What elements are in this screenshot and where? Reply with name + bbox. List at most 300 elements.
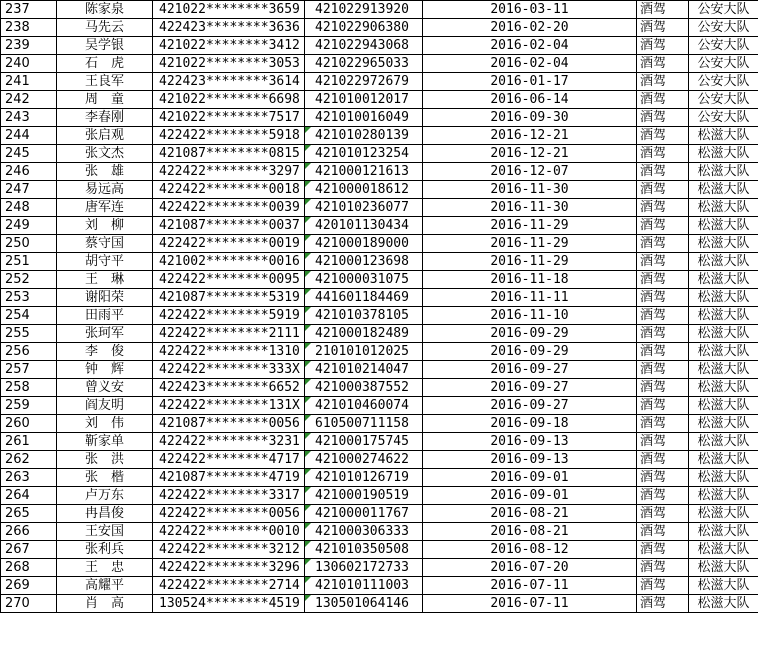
error-indicator-icon [305, 307, 311, 313]
unit-name-cell[interactable]: 公安大队 [689, 91, 758, 109]
table-row [1, 1, 758, 19]
license-number-cell[interactable]: 421010280139 [305, 127, 423, 145]
person-name-cell[interactable]: 陈家泉 [57, 1, 153, 19]
person-name-cell[interactable]: 王良军 [57, 73, 153, 91]
unit-name-cell[interactable]: 松滋大队 [689, 595, 758, 613]
table-row [1, 343, 758, 361]
license-number-cell[interactable]: 421000031075 [305, 271, 423, 289]
unit-name-cell[interactable]: 松滋大队 [689, 523, 758, 541]
table-row [1, 181, 758, 199]
row-number-cell[interactable]: 243 [1, 109, 57, 127]
id-number-cell[interactable]: 422422********3212 [153, 541, 305, 559]
id-number-cell[interactable]: 421087********0815 [153, 145, 305, 163]
person-name-cell[interactable]: 唐军连 [57, 199, 153, 217]
person-name-cell[interactable]: 卢万东 [57, 487, 153, 505]
license-number-cell[interactable]: 421000182489 [305, 325, 423, 343]
license-number-cell[interactable]: 421000018612 [305, 181, 423, 199]
license-number-cell[interactable]: 421000274622 [305, 451, 423, 469]
license-number-cell[interactable]: 421010126719 [305, 469, 423, 487]
violation-type-cell[interactable]: 酒驾 [637, 469, 689, 487]
violation-date-cell[interactable]: 2016-09-29 [423, 343, 637, 361]
unit-name-cell[interactable]: 松滋大队 [689, 415, 758, 433]
license-number-cell[interactable]: 421010236077 [305, 199, 423, 217]
row-number-cell[interactable]: 245 [1, 145, 57, 163]
row-number-cell[interactable]: 267 [1, 541, 57, 559]
unit-name-cell[interactable]: 松滋大队 [689, 577, 758, 595]
id-number-cell[interactable]: 421022********7517 [153, 109, 305, 127]
unit-name-cell[interactable]: 松滋大队 [689, 163, 758, 181]
violation-type-cell[interactable]: 酒驾 [637, 361, 689, 379]
person-name-cell[interactable]: 张 楷 [57, 469, 153, 487]
id-number-cell[interactable]: 421087********4719 [153, 469, 305, 487]
violation-date-cell[interactable]: 2016-11-30 [423, 181, 637, 199]
person-name-cell[interactable]: 高耀平 [57, 577, 153, 595]
violation-date-cell[interactable]: 2016-11-30 [423, 199, 637, 217]
license-number-cell[interactable]: 421010214047 [305, 361, 423, 379]
violation-type-cell[interactable]: 酒驾 [637, 127, 689, 145]
license-number-cell[interactable]: 210101012025 [305, 343, 423, 361]
violation-type-cell[interactable]: 酒驾 [637, 325, 689, 343]
person-name-cell[interactable]: 张 雄 [57, 163, 153, 181]
row-number-cell[interactable]: 238 [1, 19, 57, 37]
table-row [1, 451, 758, 469]
violation-date-cell[interactable]: 2016-12-21 [423, 145, 637, 163]
error-indicator-icon [305, 217, 311, 223]
row-number-cell[interactable]: 240 [1, 55, 57, 73]
row-number-cell[interactable]: 261 [1, 433, 57, 451]
row-number-cell[interactable]: 247 [1, 181, 57, 199]
row-number-cell[interactable]: 241 [1, 73, 57, 91]
table-row [1, 505, 758, 523]
row-number-cell[interactable]: 248 [1, 199, 57, 217]
id-number-cell[interactable]: 130524********4519 [153, 595, 305, 613]
error-indicator-icon [305, 181, 311, 187]
row-number-cell[interactable]: 258 [1, 379, 57, 397]
person-name-cell[interactable]: 钟 辉 [57, 361, 153, 379]
person-name-cell[interactable]: 刘 伟 [57, 415, 153, 433]
id-number-cell[interactable]: 422422********2714 [153, 577, 305, 595]
error-indicator-icon [305, 127, 311, 133]
unit-name-cell[interactable]: 公安大队 [689, 109, 758, 127]
violation-type-cell[interactable]: 酒驾 [637, 505, 689, 523]
id-number-cell[interactable]: 421087********0037 [153, 217, 305, 235]
violation-date-cell[interactable]: 2016-08-12 [423, 541, 637, 559]
id-number-cell[interactable]: 422422********3317 [153, 487, 305, 505]
id-number-cell[interactable]: 422422********0010 [153, 523, 305, 541]
violation-date-cell[interactable]: 2016-02-20 [423, 19, 637, 37]
person-name-cell[interactable]: 谢阳荣 [57, 289, 153, 307]
violation-date-cell[interactable]: 2016-11-18 [423, 271, 637, 289]
error-indicator-icon [305, 271, 311, 277]
violation-type-cell[interactable]: 酒驾 [637, 145, 689, 163]
table-row [1, 469, 758, 487]
row-number-cell[interactable]: 252 [1, 271, 57, 289]
row-number-cell[interactable]: 256 [1, 343, 57, 361]
violation-type-cell[interactable]: 酒驾 [637, 91, 689, 109]
unit-name-cell[interactable]: 松滋大队 [689, 145, 758, 163]
error-indicator-icon [305, 541, 311, 547]
id-number-cell[interactable]: 421087********5319 [153, 289, 305, 307]
person-name-cell[interactable]: 王 琳 [57, 271, 153, 289]
license-number-cell[interactable]: 421000123698 [305, 253, 423, 271]
license-number-cell[interactable]: 421000121613 [305, 163, 423, 181]
violation-type-cell[interactable]: 酒驾 [637, 307, 689, 325]
violation-date-cell[interactable]: 2016-03-11 [423, 1, 637, 19]
violation-type-cell[interactable]: 酒驾 [637, 19, 689, 37]
violation-date-cell[interactable]: 2016-09-13 [423, 451, 637, 469]
violation-type-cell[interactable]: 酒驾 [637, 37, 689, 55]
id-number-cell[interactable]: 421087********0056 [153, 415, 305, 433]
violation-date-cell[interactable]: 2016-09-30 [423, 109, 637, 127]
license-number-cell[interactable]: 130602172733 [305, 559, 423, 577]
unit-name-cell[interactable]: 松滋大队 [689, 127, 758, 145]
unit-name-cell[interactable]: 松滋大队 [689, 289, 758, 307]
row-number-cell[interactable]: 264 [1, 487, 57, 505]
violation-type-cell[interactable]: 酒驾 [637, 217, 689, 235]
id-number-cell[interactable]: 422422********0019 [153, 235, 305, 253]
id-number-cell[interactable]: 421022********3053 [153, 55, 305, 73]
license-number-cell[interactable]: 421000306333 [305, 523, 423, 541]
violation-type-cell[interactable]: 酒驾 [637, 577, 689, 595]
id-number-cell[interactable]: 422422********3296 [153, 559, 305, 577]
license-number-cell[interactable]: 130501064146 [305, 595, 423, 613]
violation-type-cell[interactable]: 酒驾 [637, 379, 689, 397]
person-name-cell[interactable]: 蔡守国 [57, 235, 153, 253]
license-number-cell[interactable]: 421022965033 [305, 55, 423, 73]
unit-name-cell[interactable]: 松滋大队 [689, 325, 758, 343]
license-number-cell[interactable]: 421022913920 [305, 1, 423, 19]
violation-date-cell[interactable]: 2016-09-27 [423, 361, 637, 379]
unit-name-cell[interactable]: 松滋大队 [689, 253, 758, 271]
person-name-cell[interactable]: 胡守平 [57, 253, 153, 271]
id-number-cell[interactable]: 421022********3412 [153, 37, 305, 55]
row-number-cell[interactable]: 253 [1, 289, 57, 307]
person-name-cell[interactable]: 李春刚 [57, 109, 153, 127]
table-row [1, 253, 758, 271]
license-number-cell[interactable]: 421000011767 [305, 505, 423, 523]
id-number-cell[interactable]: 422422********3231 [153, 433, 305, 451]
error-indicator-icon [305, 379, 311, 385]
license-number-cell[interactable]: 421022906380 [305, 19, 423, 37]
id-number-cell[interactable]: 422423********3636 [153, 19, 305, 37]
error-indicator-icon [305, 487, 311, 493]
row-number-cell[interactable]: 254 [1, 307, 57, 325]
row-number-cell[interactable]: 259 [1, 397, 57, 415]
row-number-cell[interactable]: 255 [1, 325, 57, 343]
error-indicator-icon [305, 235, 311, 241]
violation-date-cell[interactable]: 2016-11-29 [423, 235, 637, 253]
error-indicator-icon [305, 559, 311, 565]
row-number-cell[interactable]: 265 [1, 505, 57, 523]
violation-date-cell[interactable]: 2016-07-11 [423, 595, 637, 613]
license-number-cell[interactable]: 421010123254 [305, 145, 423, 163]
unit-name-cell[interactable]: 公安大队 [689, 19, 758, 37]
error-indicator-icon [305, 523, 311, 529]
violation-date-cell[interactable]: 2016-09-27 [423, 379, 637, 397]
table-row [1, 145, 758, 163]
violation-date-cell[interactable]: 2016-07-20 [423, 559, 637, 577]
row-number-cell[interactable]: 268 [1, 559, 57, 577]
unit-name-cell[interactable]: 松滋大队 [689, 451, 758, 469]
id-number-cell[interactable]: 422422********1310 [153, 343, 305, 361]
violation-type-cell[interactable]: 酒驾 [637, 397, 689, 415]
table-row [1, 19, 758, 37]
license-number-cell[interactable]: 421010378105 [305, 307, 423, 325]
table-row [1, 37, 758, 55]
violation-type-cell[interactable]: 酒驾 [637, 487, 689, 505]
error-indicator-icon [305, 415, 311, 421]
error-indicator-icon [305, 289, 311, 295]
violation-date-cell[interactable]: 2016-12-07 [423, 163, 637, 181]
person-name-cell[interactable]: 吴学银 [57, 37, 153, 55]
person-name-cell[interactable]: 曾义安 [57, 379, 153, 397]
row-number-cell[interactable]: 251 [1, 253, 57, 271]
table-row [1, 91, 758, 109]
unit-name-cell[interactable]: 松滋大队 [689, 379, 758, 397]
table-row [1, 325, 758, 343]
violation-type-cell[interactable]: 酒驾 [637, 163, 689, 181]
row-number-cell[interactable]: 257 [1, 361, 57, 379]
table-row [1, 307, 758, 325]
license-number-cell[interactable]: 421022943068 [305, 37, 423, 55]
id-number-cell[interactable]: 422422********4717 [153, 451, 305, 469]
row-number-cell[interactable]: 269 [1, 577, 57, 595]
person-name-cell[interactable]: 王安国 [57, 523, 153, 541]
row-number-cell[interactable]: 266 [1, 523, 57, 541]
violation-date-cell[interactable]: 2016-01-17 [423, 73, 637, 91]
id-number-cell[interactable]: 421022********6698 [153, 91, 305, 109]
license-number-cell[interactable]: 421010350508 [305, 541, 423, 559]
license-number-cell[interactable]: 421010016049 [305, 109, 423, 127]
license-number-cell[interactable]: 610500711158 [305, 415, 423, 433]
table-row [1, 289, 758, 307]
violation-date-cell[interactable]: 2016-11-10 [423, 307, 637, 325]
error-indicator-icon [305, 451, 311, 457]
table-row [1, 55, 758, 73]
violation-type-cell[interactable]: 酒驾 [637, 235, 689, 253]
violation-type-cell[interactable]: 酒驾 [637, 73, 689, 91]
license-number-cell[interactable]: 441601184469 [305, 289, 423, 307]
row-number-cell[interactable]: 244 [1, 127, 57, 145]
person-name-cell[interactable]: 冉昌俊 [57, 505, 153, 523]
person-name-cell[interactable]: 刘 柳 [57, 217, 153, 235]
table-row [1, 559, 758, 577]
violation-type-cell[interactable]: 酒驾 [637, 55, 689, 73]
violation-date-cell[interactable]: 2016-11-29 [423, 217, 637, 235]
table-row [1, 361, 758, 379]
error-indicator-icon [305, 325, 311, 331]
violation-type-cell[interactable]: 酒驾 [637, 595, 689, 613]
violation-date-cell[interactable]: 2016-08-21 [423, 505, 637, 523]
license-number-cell[interactable]: 421022972679 [305, 73, 423, 91]
violation-type-cell[interactable]: 酒驾 [637, 415, 689, 433]
person-name-cell[interactable]: 石 虎 [57, 55, 153, 73]
table-row [1, 109, 758, 127]
license-number-cell[interactable]: 421010460074 [305, 397, 423, 415]
row-number-cell[interactable]: 249 [1, 217, 57, 235]
table-row [1, 433, 758, 451]
row-number-cell[interactable]: 262 [1, 451, 57, 469]
id-number-cell[interactable]: 422422********0095 [153, 271, 305, 289]
records-table-body [1, 1, 758, 613]
license-number-cell[interactable]: 421010012017 [305, 91, 423, 109]
id-number-cell[interactable]: 422422********0039 [153, 199, 305, 217]
error-indicator-icon [305, 163, 311, 169]
unit-name-cell[interactable]: 松滋大队 [689, 199, 758, 217]
error-indicator-icon [305, 253, 311, 259]
id-number-cell[interactable]: 422423********6652 [153, 379, 305, 397]
person-name-cell[interactable]: 张启观 [57, 127, 153, 145]
person-name-cell[interactable]: 张文杰 [57, 145, 153, 163]
person-name-cell[interactable]: 张利兵 [57, 541, 153, 559]
violation-date-cell[interactable]: 2016-12-21 [423, 127, 637, 145]
table-row [1, 163, 758, 181]
error-indicator-icon [305, 433, 311, 439]
table-row [1, 127, 758, 145]
violation-date-cell[interactable]: 2016-07-11 [423, 577, 637, 595]
row-number-cell[interactable]: 237 [1, 1, 57, 19]
id-number-cell[interactable]: 422423********3614 [153, 73, 305, 91]
table-row [1, 487, 758, 505]
license-number-cell[interactable]: 420101130434 [305, 217, 423, 235]
table-row [1, 415, 758, 433]
error-indicator-icon [305, 361, 311, 367]
id-number-cell[interactable]: 422422********0056 [153, 505, 305, 523]
unit-name-cell[interactable]: 松滋大队 [689, 307, 758, 325]
row-number-cell[interactable]: 260 [1, 415, 57, 433]
table-row [1, 523, 758, 541]
unit-name-cell[interactable]: 公安大队 [689, 73, 758, 91]
person-name-cell[interactable]: 王 忠 [57, 559, 153, 577]
violation-type-cell[interactable]: 酒驾 [637, 541, 689, 559]
license-number-cell[interactable]: 421000189000 [305, 235, 423, 253]
violation-date-cell[interactable]: 2016-09-27 [423, 397, 637, 415]
person-name-cell[interactable]: 田雨平 [57, 307, 153, 325]
person-name-cell[interactable]: 张 洪 [57, 451, 153, 469]
error-indicator-icon [305, 469, 311, 475]
violation-type-cell[interactable]: 酒驾 [637, 271, 689, 289]
violation-type-cell[interactable]: 酒驾 [637, 181, 689, 199]
violation-date-cell[interactable]: 2016-02-04 [423, 55, 637, 73]
person-name-cell[interactable]: 周 童 [57, 91, 153, 109]
unit-name-cell[interactable]: 松滋大队 [689, 469, 758, 487]
unit-name-cell[interactable]: 松滋大队 [689, 541, 758, 559]
row-number-cell[interactable]: 246 [1, 163, 57, 181]
violation-date-cell[interactable]: 2016-09-13 [423, 433, 637, 451]
person-name-cell[interactable]: 马先云 [57, 19, 153, 37]
error-indicator-icon [305, 505, 311, 511]
violation-type-cell[interactable]: 酒驾 [637, 433, 689, 451]
unit-name-cell[interactable]: 公安大队 [689, 55, 758, 73]
id-number-cell[interactable]: 422422********5919 [153, 307, 305, 325]
unit-name-cell[interactable]: 松滋大队 [689, 505, 758, 523]
license-number-cell[interactable]: 421000175745 [305, 433, 423, 451]
row-number-cell[interactable]: 263 [1, 469, 57, 487]
id-number-cell[interactable]: 422422********131X [153, 397, 305, 415]
violation-type-cell[interactable]: 酒驾 [637, 199, 689, 217]
person-name-cell[interactable]: 易远高 [57, 181, 153, 199]
id-number-cell[interactable]: 422422********0018 [153, 181, 305, 199]
unit-name-cell[interactable]: 松滋大队 [689, 487, 758, 505]
unit-name-cell[interactable]: 公安大队 [689, 37, 758, 55]
table-row [1, 73, 758, 91]
id-number-cell[interactable]: 422422********333X [153, 361, 305, 379]
violation-type-cell[interactable]: 酒驾 [637, 559, 689, 577]
person-name-cell[interactable]: 肖 高 [57, 595, 153, 613]
table-row [1, 595, 758, 613]
error-indicator-icon [305, 397, 311, 403]
unit-name-cell[interactable]: 松滋大队 [689, 559, 758, 577]
id-number-cell[interactable]: 422422********5918 [153, 127, 305, 145]
table-row [1, 235, 758, 253]
violation-date-cell[interactable]: 2016-09-01 [423, 469, 637, 487]
unit-name-cell[interactable]: 松滋大队 [689, 217, 758, 235]
table-row [1, 217, 758, 235]
row-number-cell[interactable]: 242 [1, 91, 57, 109]
unit-name-cell[interactable]: 松滋大队 [689, 343, 758, 361]
error-indicator-icon [305, 145, 311, 151]
unit-name-cell[interactable]: 松滋大队 [689, 397, 758, 415]
violation-date-cell[interactable]: 2016-11-29 [423, 253, 637, 271]
error-indicator-icon [305, 577, 311, 583]
violation-date-cell[interactable]: 2016-09-01 [423, 487, 637, 505]
row-number-cell[interactable]: 250 [1, 235, 57, 253]
table-row [1, 541, 758, 559]
id-number-cell[interactable]: 422422********3297 [153, 163, 305, 181]
violation-date-cell[interactable]: 2016-08-21 [423, 523, 637, 541]
person-name-cell[interactable]: 张珂军 [57, 325, 153, 343]
violation-date-cell[interactable]: 2016-09-29 [423, 325, 637, 343]
violation-type-cell[interactable]: 酒驾 [637, 1, 689, 19]
violation-date-cell[interactable]: 2016-11-11 [423, 289, 637, 307]
violation-type-cell[interactable]: 酒驾 [637, 343, 689, 361]
error-indicator-icon [305, 343, 311, 349]
table-row [1, 577, 758, 595]
person-name-cell[interactable]: 李 俊 [57, 343, 153, 361]
violation-type-cell[interactable]: 酒驾 [637, 451, 689, 469]
violation-date-cell[interactable]: 2016-09-18 [423, 415, 637, 433]
violation-type-cell[interactable]: 酒驾 [637, 289, 689, 307]
violation-date-cell[interactable]: 2016-06-14 [423, 91, 637, 109]
license-number-cell[interactable]: 421000387552 [305, 379, 423, 397]
id-number-cell[interactable]: 422422********2111 [153, 325, 305, 343]
table-row [1, 199, 758, 217]
id-number-cell[interactable]: 421022********3659 [153, 1, 305, 19]
unit-name-cell[interactable]: 松滋大队 [689, 433, 758, 451]
id-number-cell[interactable]: 421002********0016 [153, 253, 305, 271]
unit-name-cell[interactable]: 松滋大队 [689, 235, 758, 253]
error-indicator-icon [305, 199, 311, 205]
table-row [1, 271, 758, 289]
person-name-cell[interactable]: 靳家单 [57, 433, 153, 451]
table-row [1, 397, 758, 415]
license-number-cell[interactable]: 421010111003 [305, 577, 423, 595]
license-number-cell[interactable]: 421000190519 [305, 487, 423, 505]
table-row [1, 379, 758, 397]
unit-name-cell[interactable]: 松滋大队 [689, 361, 758, 379]
row-number-cell[interactable]: 270 [1, 595, 57, 613]
unit-name-cell[interactable]: 松滋大队 [689, 181, 758, 199]
row-number-cell[interactable]: 239 [1, 37, 57, 55]
error-indicator-icon [305, 595, 311, 601]
violation-date-cell[interactable]: 2016-02-04 [423, 37, 637, 55]
violation-type-cell[interactable]: 酒驾 [637, 253, 689, 271]
violation-type-cell[interactable]: 酒驾 [637, 109, 689, 127]
person-name-cell[interactable]: 阎友明 [57, 397, 153, 415]
unit-name-cell[interactable]: 公安大队 [689, 1, 758, 19]
unit-name-cell[interactable]: 松滋大队 [689, 271, 758, 289]
violation-type-cell[interactable]: 酒驾 [637, 523, 689, 541]
